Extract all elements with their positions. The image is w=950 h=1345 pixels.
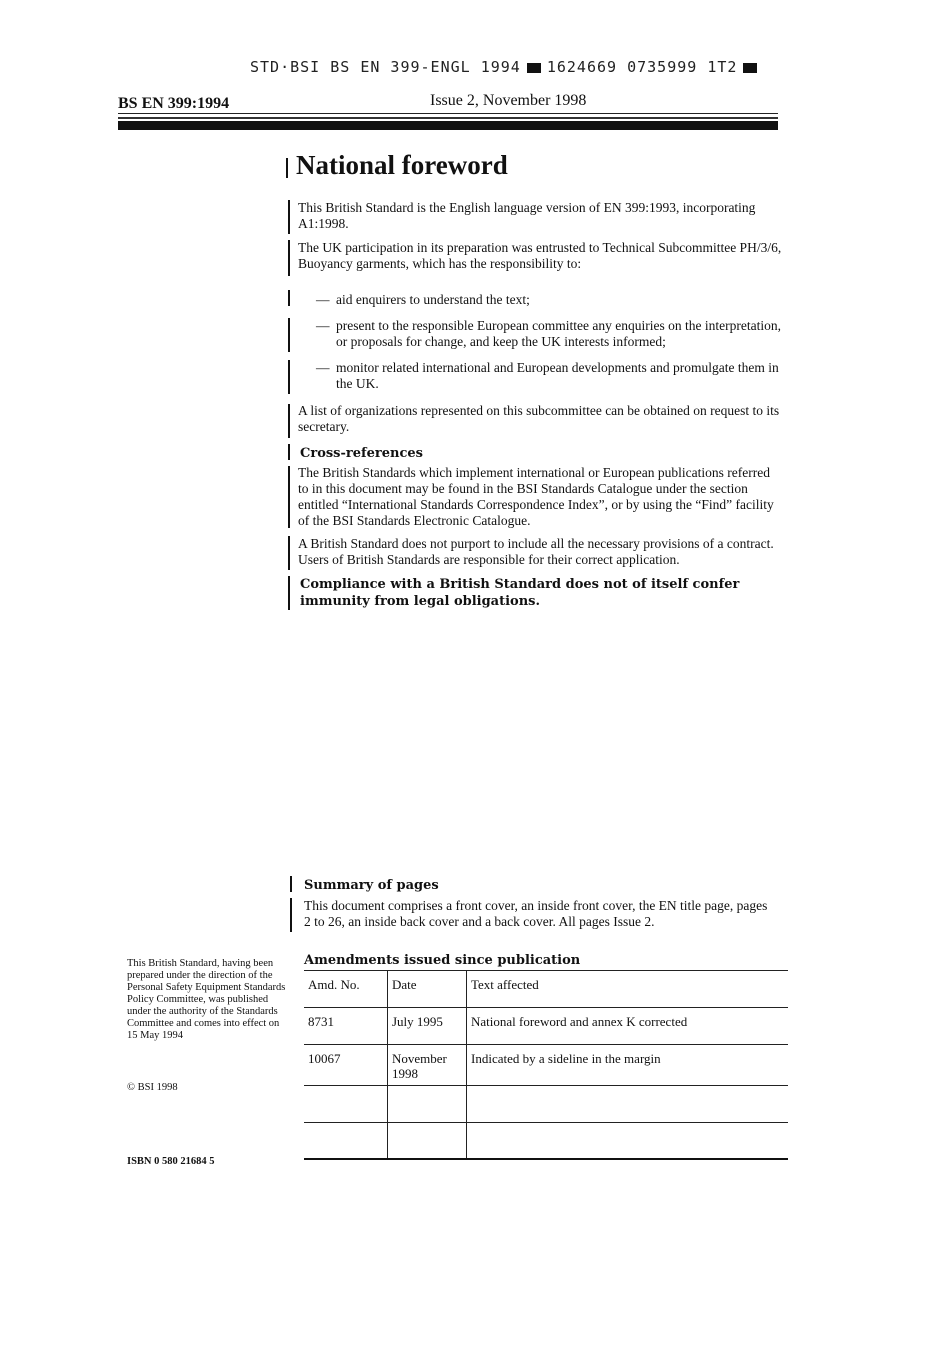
page-title: National foreword xyxy=(296,150,508,180)
table-row xyxy=(304,1123,788,1160)
change-sideline xyxy=(288,360,290,394)
change-sideline xyxy=(288,404,290,438)
column-header: Text affected xyxy=(467,971,789,1008)
stamp-text: STD·BSI BS EN 399-ENGL 1994 xyxy=(250,58,521,76)
list-item-text: aid enquirers to understand the text; xyxy=(336,292,530,307)
table-cell: 10067 xyxy=(304,1045,388,1086)
table-header-row xyxy=(304,971,788,1008)
column-header: Amd. No. xyxy=(304,971,388,1008)
dash-bullet: — xyxy=(316,360,330,375)
change-sideline xyxy=(290,876,292,892)
change-sideline xyxy=(288,200,290,234)
document-id: BS EN 399:1994 xyxy=(118,95,230,112)
stamp-block-icon xyxy=(743,63,757,73)
table-cell: National foreword and annex K corrected xyxy=(467,1008,789,1045)
change-sideline xyxy=(288,318,290,352)
table-bottom-rule xyxy=(304,1158,788,1160)
amendments-title: Amendments issued since publication xyxy=(304,953,581,968)
table-cell: 8731 xyxy=(304,1008,388,1045)
table-row xyxy=(304,1045,788,1086)
list-item xyxy=(316,292,783,308)
foreword-paragraph: A list of organizations represented on this subcommittee can be obtained on request to its secretary. xyxy=(298,403,780,434)
foreword-paragraph: The British Standards which implement international or European publications referred to in this document may be found in the BSI Standards Catalogue under the section entitled “International Standards Correspondence Index”, or by using the “Find” facility of the BSI Standards Electronic Catalogue. xyxy=(298,465,774,528)
copyright: © BSI 1998 xyxy=(127,1082,178,1093)
table-cell xyxy=(304,1086,388,1123)
change-sideline xyxy=(286,158,288,178)
stamp-block-icon xyxy=(527,63,541,73)
header-rule xyxy=(118,113,778,114)
column-header: Date xyxy=(388,971,467,1008)
table-row xyxy=(304,1008,788,1045)
document-stamp xyxy=(250,58,810,76)
summary-text: This document comprises a front cover, an inside front cover, the EN title page, pages 2 to 26, an inside back cover and a back cover. All pages Issue 2. xyxy=(304,898,768,929)
publication-note: This British Standard, having been prepared under the direction of the Personal Safety Equipment Standards Policy Committee, was published under the authority of the Standards Committee and comes into effect on 15 May 1994 xyxy=(127,958,286,1041)
table-cell: November 1998 xyxy=(388,1045,467,1086)
table-cell xyxy=(467,1086,789,1123)
dash-bullet: — xyxy=(316,292,330,307)
section-heading: Cross-references xyxy=(300,446,423,461)
change-sideline xyxy=(288,444,290,460)
stamp-code: 1624669 0735999 1T2 xyxy=(546,58,738,76)
change-sideline xyxy=(290,898,292,932)
list-item xyxy=(316,360,783,392)
compliance-statement: Compliance with a British Standard does not of itself confer immunity from legal obligations. xyxy=(300,577,740,609)
table-cell xyxy=(388,1123,467,1160)
issue-label: Issue 2, November 1998 xyxy=(430,92,587,109)
table-cell xyxy=(304,1123,388,1160)
foreword-paragraph: The UK participation in its preparation was entrusted to Technical Subcommittee PH/3/6, Buoyancy garments, which has the responsibility to: xyxy=(298,240,782,271)
change-sideline xyxy=(288,240,290,276)
header-rule xyxy=(118,117,778,119)
section-heading: Summary of pages xyxy=(304,878,439,893)
list-item xyxy=(316,318,783,350)
change-sideline xyxy=(288,576,290,610)
isbn: ISBN 0 580 21684 5 xyxy=(127,1156,215,1167)
change-sideline xyxy=(288,536,290,570)
table-cell: Indicated by a sideline in the margin xyxy=(467,1045,789,1086)
table-cell xyxy=(388,1086,467,1123)
change-sideline xyxy=(288,466,290,528)
header-rule xyxy=(118,121,778,130)
table-row xyxy=(304,1086,788,1123)
table-cell xyxy=(467,1123,789,1160)
list-item-text: present to the responsible European committee any enquiries on the interpretation, or proposals for change, and keep the UK interests informed; xyxy=(336,318,781,349)
list-item-text: monitor related international and European developments and promulgate them in the UK. xyxy=(336,360,779,391)
foreword-paragraph: A British Standard does not purport to include all the necessary provisions of a contract. Users of British Standards are responsible for their correct application. xyxy=(298,536,774,567)
foreword-paragraph: This British Standard is the English language version of EN 399:1993, incorporating A1:1998. xyxy=(298,200,756,231)
table-cell: July 1995 xyxy=(388,1008,467,1045)
amendments-table xyxy=(304,970,788,1160)
change-sideline xyxy=(288,290,290,306)
dash-bullet: — xyxy=(316,318,330,333)
